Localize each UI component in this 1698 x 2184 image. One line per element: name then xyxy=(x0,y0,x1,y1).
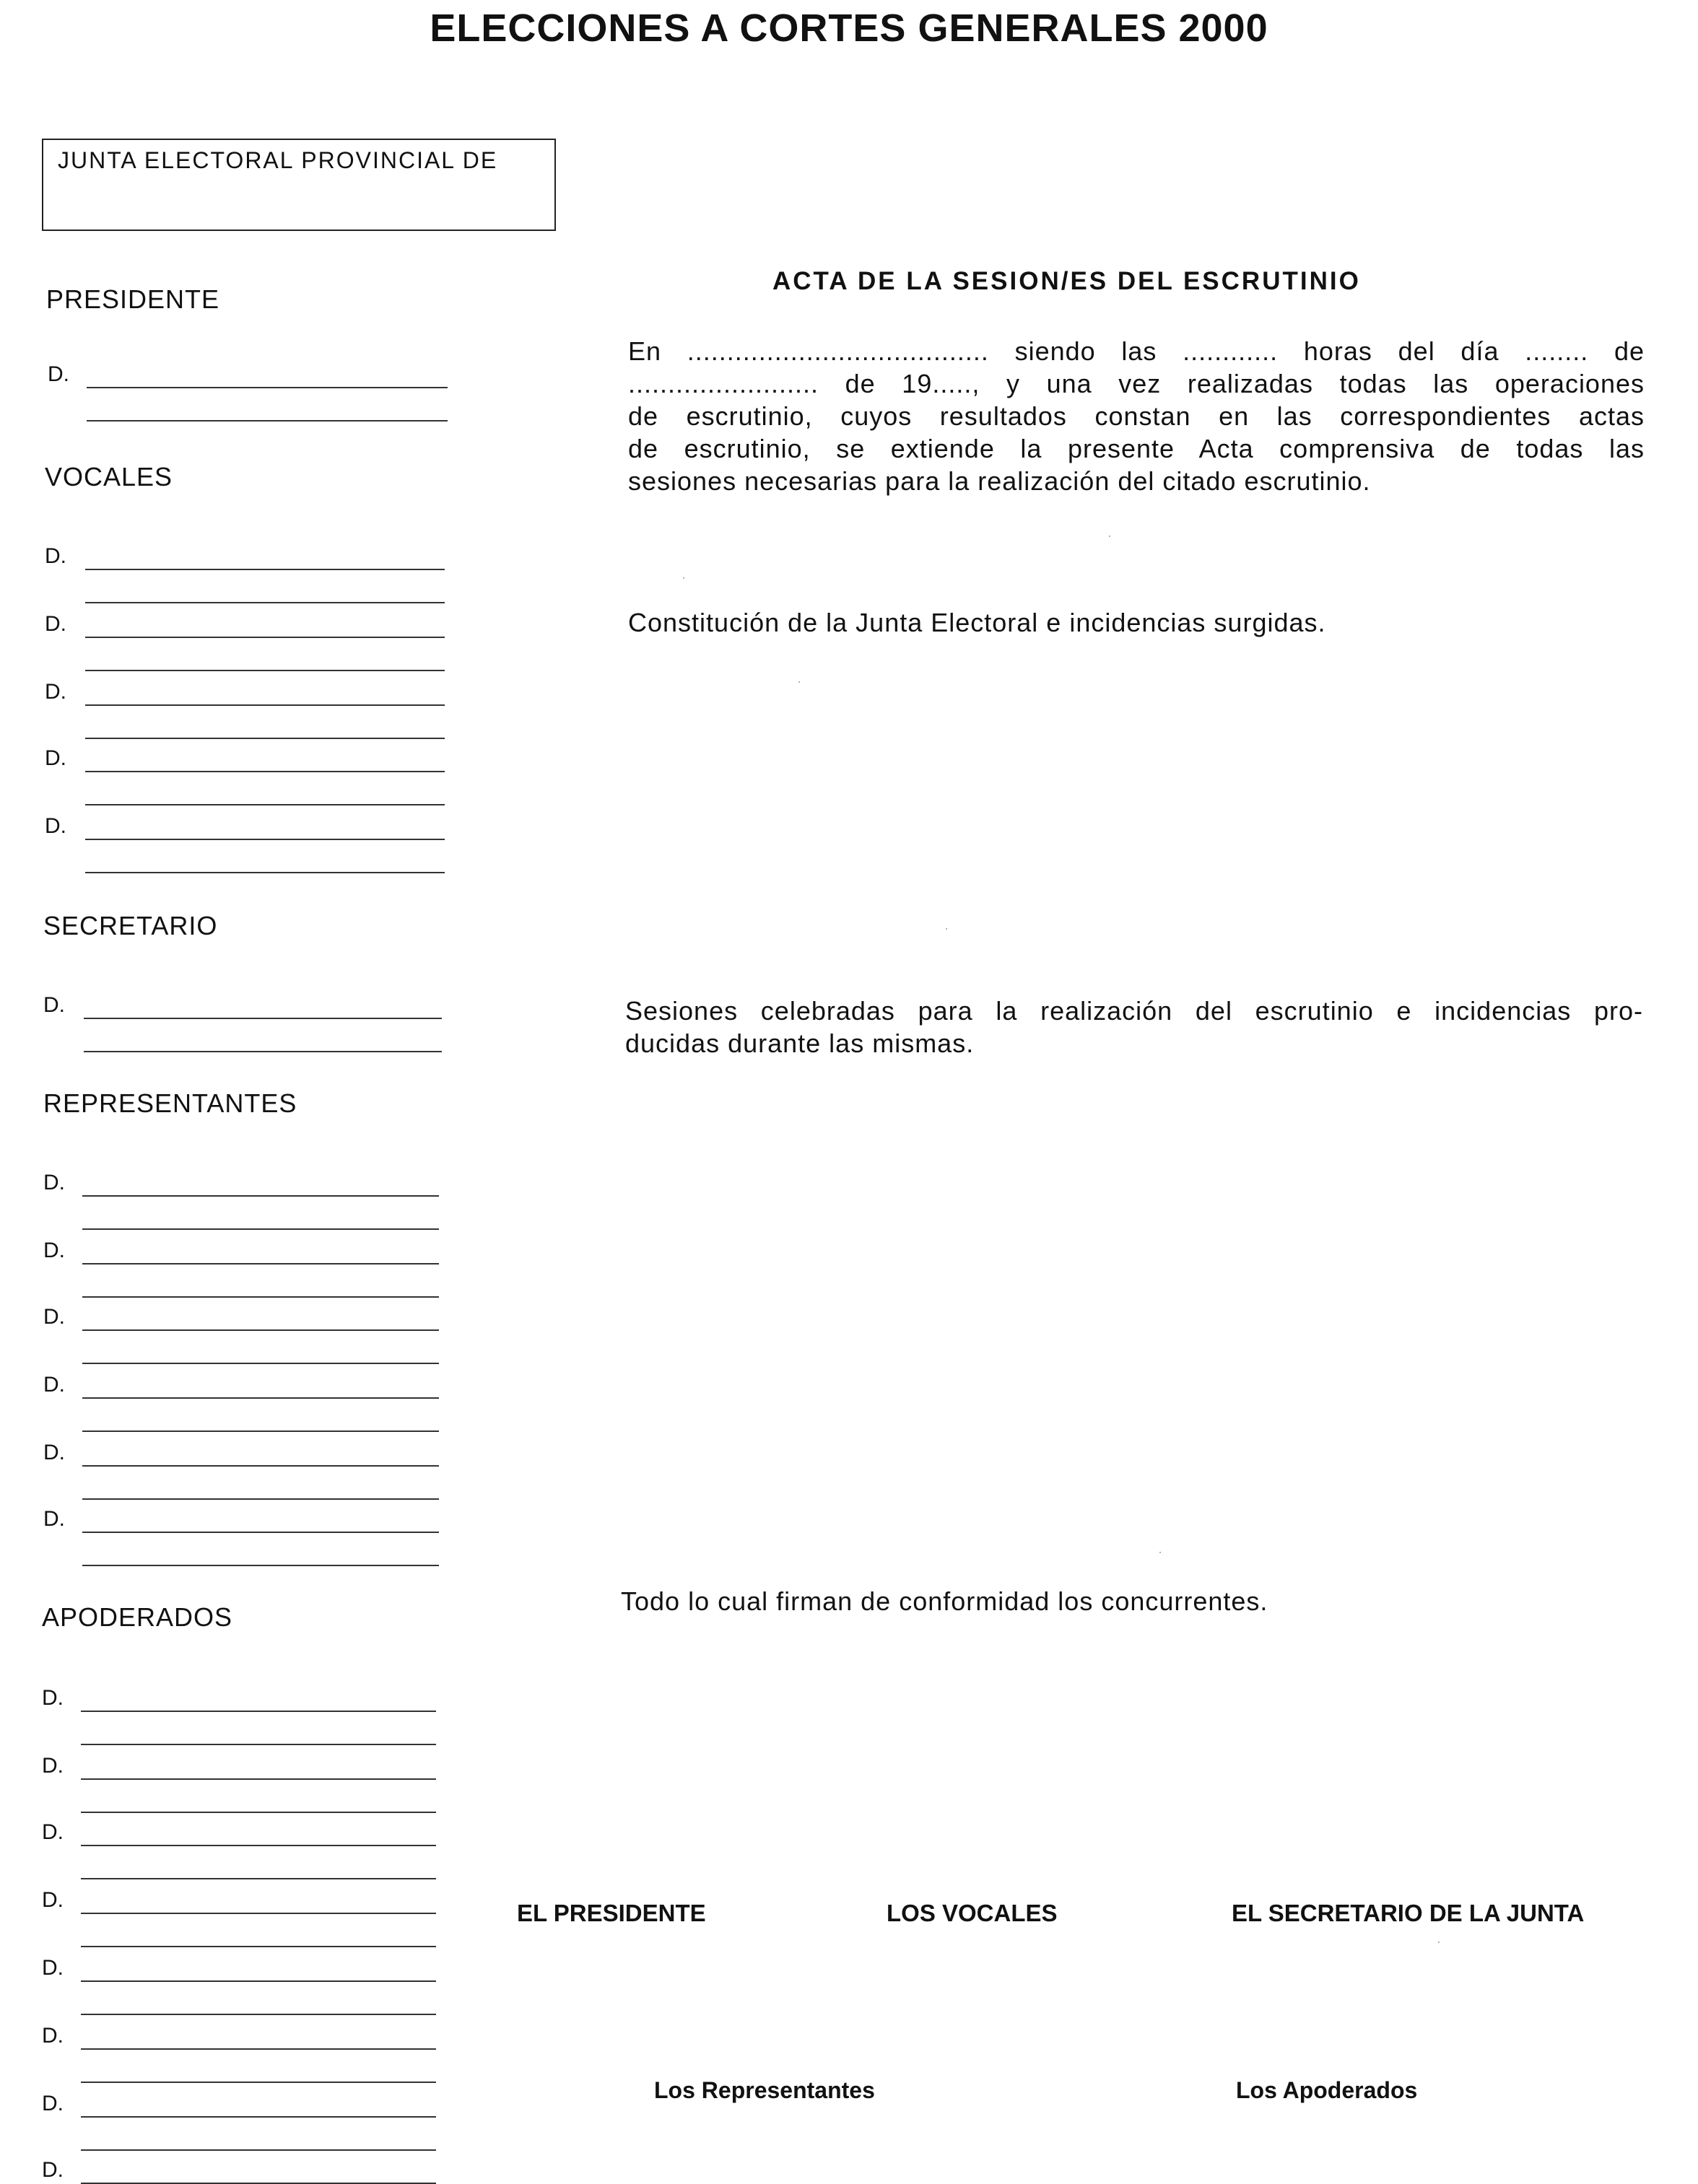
name-line-representantes[interactable] xyxy=(82,1397,439,1399)
name-line-representantes[interactable] xyxy=(82,1329,439,1331)
d-prefix-representantes: D. xyxy=(43,1373,65,1397)
acta-intro-line: sesiones necesarias para la realización del citado escrutinio. xyxy=(628,466,1371,496)
d-prefix-representantes: D. xyxy=(43,1507,65,1531)
name-line-apoderados[interactable] xyxy=(81,2116,436,2118)
d-prefix-vocales: D. xyxy=(45,746,66,770)
constitucion-paragraph: Constitución de la Junta Electoral e incidencias surgidas. xyxy=(628,608,1326,637)
d-prefix-presidente: D. xyxy=(48,362,69,386)
name-continuation-line-vocales[interactable] xyxy=(85,804,445,805)
d-prefix-representantes: D. xyxy=(43,1171,65,1194)
signature-vocales: LOS VOCALES xyxy=(887,1900,1058,1926)
name-line-apoderados[interactable] xyxy=(81,1711,436,1712)
signature-secretario: EL SECRETARIO DE LA JUNTA xyxy=(1232,1900,1585,1926)
name-continuation-line-representantes[interactable] xyxy=(82,1363,439,1364)
d-prefix-vocales: D. xyxy=(45,814,66,838)
acta-intro-line: En ...................................... siendo las ............ horas del día ........ de xyxy=(628,336,1645,366)
d-prefix-representantes: D. xyxy=(43,1441,65,1464)
sesiones-paragraph xyxy=(625,995,1643,1060)
section-heading-secretario: SECRETARIO xyxy=(43,911,218,940)
acta-intro-paragraph xyxy=(628,335,1645,497)
junta-electoral-field[interactable] xyxy=(42,139,556,231)
name-continuation-line-apoderados[interactable] xyxy=(81,1878,436,1879)
name-line-representantes[interactable] xyxy=(82,1195,439,1197)
name-continuation-line-apoderados[interactable] xyxy=(81,2014,436,2015)
name-continuation-line-apoderados[interactable] xyxy=(81,1812,436,1813)
section-heading-representantes: REPRESENTANTES xyxy=(43,1088,297,1118)
scan-speck xyxy=(1109,536,1110,537)
sesiones-line: ducidas durante las mismas. xyxy=(625,1028,975,1058)
name-continuation-line-representantes[interactable] xyxy=(82,1296,439,1298)
scan-speck xyxy=(1438,1941,1440,1943)
name-line-representantes[interactable] xyxy=(82,1465,439,1467)
name-continuation-line-representantes[interactable] xyxy=(82,1228,439,1230)
junta-electoral-label: JUNTA ELECTORAL PROVINCIAL DE xyxy=(58,147,498,173)
d-prefix-apoderados: D. xyxy=(42,2024,64,2048)
name-line-apoderados[interactable] xyxy=(81,1845,436,1846)
scan-speck xyxy=(798,681,800,683)
name-continuation-line-secretario[interactable] xyxy=(84,1051,442,1052)
acta-intro-line: de escrutinio, cuyos resultados constan en las correspondientes actas xyxy=(628,401,1645,431)
name-continuation-line-vocales[interactable] xyxy=(85,872,445,873)
name-line-representantes[interactable] xyxy=(82,1263,439,1264)
name-continuation-line-apoderados[interactable] xyxy=(81,1744,436,1745)
name-continuation-line-representantes[interactable] xyxy=(82,1565,439,1566)
d-prefix-apoderados: D. xyxy=(42,1686,64,1710)
signature-presidente: EL PRESIDENTE xyxy=(517,1900,706,1926)
name-line-vocales[interactable] xyxy=(85,569,445,570)
document-title: ELECCIONES A CORTES GENERALES 2000 xyxy=(430,6,1268,50)
scan-speck xyxy=(1159,1552,1161,1553)
acta-intro-line: ........................ de 19....., y una vez realizadas todas las operaciones xyxy=(628,369,1645,398)
name-line-representantes[interactable] xyxy=(82,1532,439,1533)
signature-representantes: Los Representantes xyxy=(654,2077,875,2103)
acta-title: ACTA DE LA SESION/ES DEL ESCRUTINIO xyxy=(772,267,1361,295)
name-line-apoderados[interactable] xyxy=(81,2048,436,2050)
name-line-apoderados[interactable] xyxy=(81,1980,436,1982)
d-prefix-apoderados: D. xyxy=(42,1754,64,1778)
name-continuation-line-representantes[interactable] xyxy=(82,1430,439,1432)
d-prefix-apoderados: D. xyxy=(42,1820,64,1844)
d-prefix-vocales: D. xyxy=(45,612,66,636)
signature-apoderados: Los Apoderados xyxy=(1236,2077,1418,2103)
d-prefix-apoderados: D. xyxy=(42,1888,64,1912)
name-continuation-line-vocales[interactable] xyxy=(85,602,445,603)
name-continuation-line-apoderados[interactable] xyxy=(81,1946,436,1947)
acta-intro-line: de escrutinio, se extiende la presente Acta comprensiva de todas las xyxy=(628,434,1645,463)
d-prefix-secretario: D. xyxy=(43,993,65,1017)
sesiones-line: Sesiones celebradas para la realización del escrutinio e incidencias pro- xyxy=(625,996,1643,1026)
d-prefix-representantes: D. xyxy=(43,1239,65,1262)
name-line-apoderados[interactable] xyxy=(81,1778,436,1780)
d-prefix-vocales: D. xyxy=(45,544,66,568)
scan-speck xyxy=(683,577,684,579)
name-line-apoderados[interactable] xyxy=(81,1913,436,1914)
name-continuation-line-representantes[interactable] xyxy=(82,1498,439,1500)
name-line-presidente[interactable] xyxy=(87,387,448,388)
section-heading-presidente: PRESIDENTE xyxy=(46,284,220,314)
name-continuation-line-vocales[interactable] xyxy=(85,670,445,671)
d-prefix-apoderados: D. xyxy=(42,2092,64,2115)
name-line-vocales[interactable] xyxy=(85,771,445,772)
d-prefix-apoderados: D. xyxy=(42,2158,64,2182)
name-continuation-line-apoderados[interactable] xyxy=(81,2082,436,2083)
name-continuation-line-vocales[interactable] xyxy=(85,738,445,739)
name-line-vocales[interactable] xyxy=(85,704,445,706)
d-prefix-apoderados: D. xyxy=(42,1956,64,1980)
name-line-vocales[interactable] xyxy=(85,839,445,840)
name-line-vocales[interactable] xyxy=(85,637,445,638)
section-heading-vocales: VOCALES xyxy=(45,462,173,492)
d-prefix-representantes: D. xyxy=(43,1305,65,1329)
name-continuation-line-apoderados[interactable] xyxy=(81,2149,436,2151)
name-line-secretario[interactable] xyxy=(84,1018,442,1019)
firman-paragraph: Todo lo cual firman de conformidad los concurrentes. xyxy=(621,1586,1268,1616)
scan-speck xyxy=(946,928,947,930)
d-prefix-vocales: D. xyxy=(45,680,66,704)
name-continuation-line-presidente[interactable] xyxy=(87,420,448,421)
section-heading-apoderados: APODERADOS xyxy=(42,1602,233,1632)
